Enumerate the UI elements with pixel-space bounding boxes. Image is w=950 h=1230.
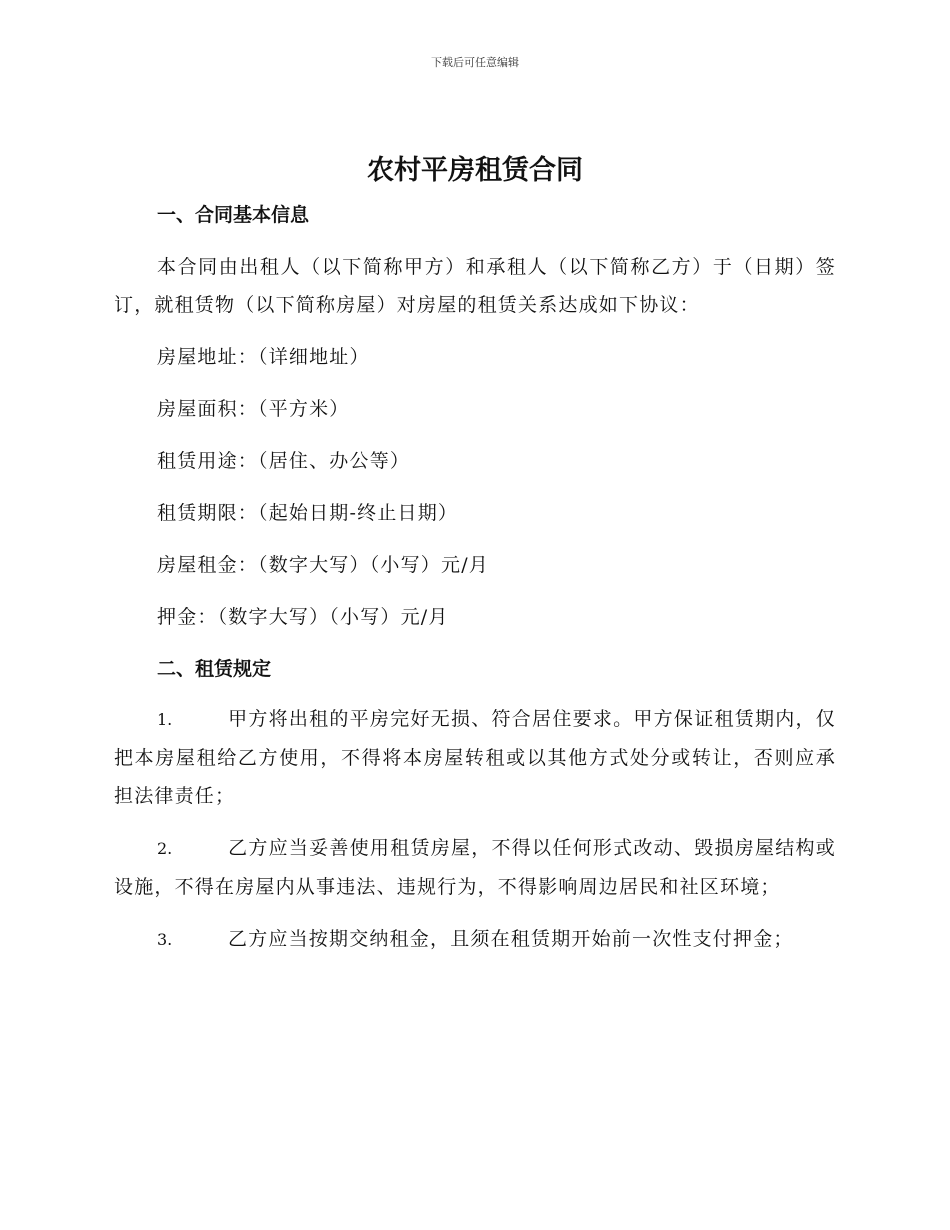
rule-item-number: 1. [157,710,173,729]
rule-item-number: 3. [157,930,173,949]
rule-item-number: 2. [157,839,173,858]
intro-paragraph: 本合同由出租人（以下简称甲方）和承租人（以下简称乙方）于（日期）签订，就租赁物（以下简称房屋）对房屋的租赁关系达成如下协议： [114,256,836,316]
rule-item [114,920,836,959]
header-note: 下载后可任意编辑 [431,56,519,69]
rule-item [114,700,836,815]
rule-item-text: 乙方应当按期交纳租金，且须在租赁期开始前一次性支付押金； [228,928,794,950]
rule-item-text: 甲方将出租的平房完好无损、符合居住要求。甲方保证租赁期内，仅把本房屋租给乙方使用，不得将本房屋转租或以其他方式处分或转让，否则应承担法律责任； [114,708,836,807]
document-body [114,196,836,973]
field-rental-purpose: 租赁用途：（居住、办公等） [157,450,411,472]
field-house-address: 房屋地址：（详细地址） [157,346,370,368]
section-heading-basic-info: 一、合同基本信息 [157,204,310,226]
field-rental-period: 租赁期限：（起始日期-终止日期） [157,502,459,524]
rule-item [114,829,836,906]
field-deposit: 押金：（数字大写）（小写）元/月 [157,606,449,628]
field-house-rent: 房屋租金：（数字大写）（小写）元/月 [157,554,490,576]
document-title: 农村平房租赁合同 [367,155,583,186]
rule-item-text: 乙方应当妥善使用租赁房屋，不得以任何形式改动、毁损房屋结构或设施，不得在房屋内从事违法、违规行为，不得影响周边居民和社区环境； [114,837,836,898]
section-heading-rental-rules: 二、租赁规定 [157,658,272,680]
field-house-area: 房屋面积：（平方米） [157,398,350,420]
